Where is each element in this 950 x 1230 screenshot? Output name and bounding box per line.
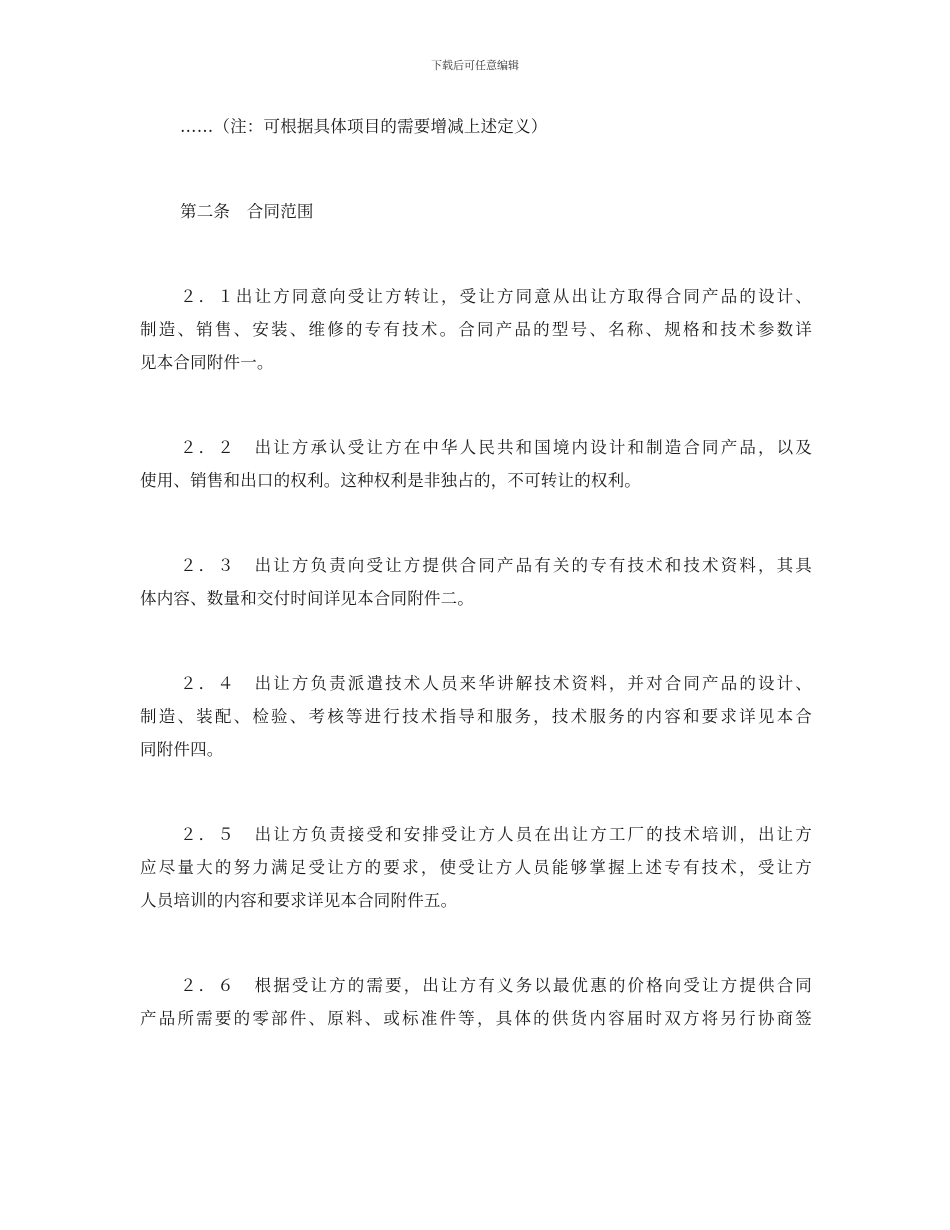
paragraph-gap [140,379,812,431]
clause-line: ２．６ 根据受让方的需要，出让方有义务以最优惠的价格向受让方提供合同 [180,976,812,995]
paragraph-gap [140,615,812,667]
paragraph-gap [140,143,812,195]
clause-line: 制造、装配、检验、考核等进行技术指导和服务，技术服务的内容和要求详见本合 [140,707,812,726]
paragraph-gap [140,228,812,280]
clause-line: 见本合同附件一。 [140,353,274,372]
clause-line: 应尽量大的努力满足受让方的要求，使受让方人员能够掌握上述专有技术，受让方 [140,858,812,877]
clause-2-4 [140,667,812,766]
clause-line: 体内容、数量和交付时间详见本合同附件二。 [140,589,474,608]
definitions-note: ……（注：可根据具体项目的需要增减上述定义） [180,117,548,136]
clause-line: 人员培训的内容和要求详见本合同附件五。 [140,891,458,910]
clause-line: 使用、销售和出口的权利。这种权利是非独占的，不可转让的权利。 [140,471,641,490]
paragraph-gap [140,497,812,549]
paragraph-gap [140,917,812,969]
clause-2-3 [140,549,812,615]
clause-line: ２．４ 出让方负责派遣技术人员来华讲解技术资料，并对合同产品的设计、 [180,674,812,693]
clause-line: 制造、销售、安装、维修的专有技术。合同产品的型号、名称、规格和技术参数详 [140,320,812,339]
clause-2-1 [140,280,812,379]
article-title: 第二条 合同范围 [180,202,314,221]
clause-line: ２．５ 出让方负责接受和安排受让方人员在出让方工厂的技术培训，出让方 [180,825,812,844]
clause-line: 同附件四。 [140,740,224,759]
clause-2-5 [140,818,812,917]
clause-2-2 [140,431,812,497]
page-header: 下载后可任意编辑 [431,59,519,72]
clause-line: ２．１出让方同意向受让方转让，受让方同意从出让方取得合同产品的设计、 [180,287,812,306]
clause-line: ２．３ 出让方负责向受让方提供合同产品有关的专有技术和技术资料，其具 [180,556,812,575]
clause-line: 产品所需要的零部件、原料、或标准件等，具体的供货内容届时双方将另行协商签 [140,1009,812,1028]
clause-2-6 [140,969,812,1035]
clause-line: ２．２ 出让方承认受让方在中华人民共和国境内设计和制造合同产品，以及 [180,438,812,457]
document-body [140,110,812,1035]
paragraph-gap [140,766,812,818]
